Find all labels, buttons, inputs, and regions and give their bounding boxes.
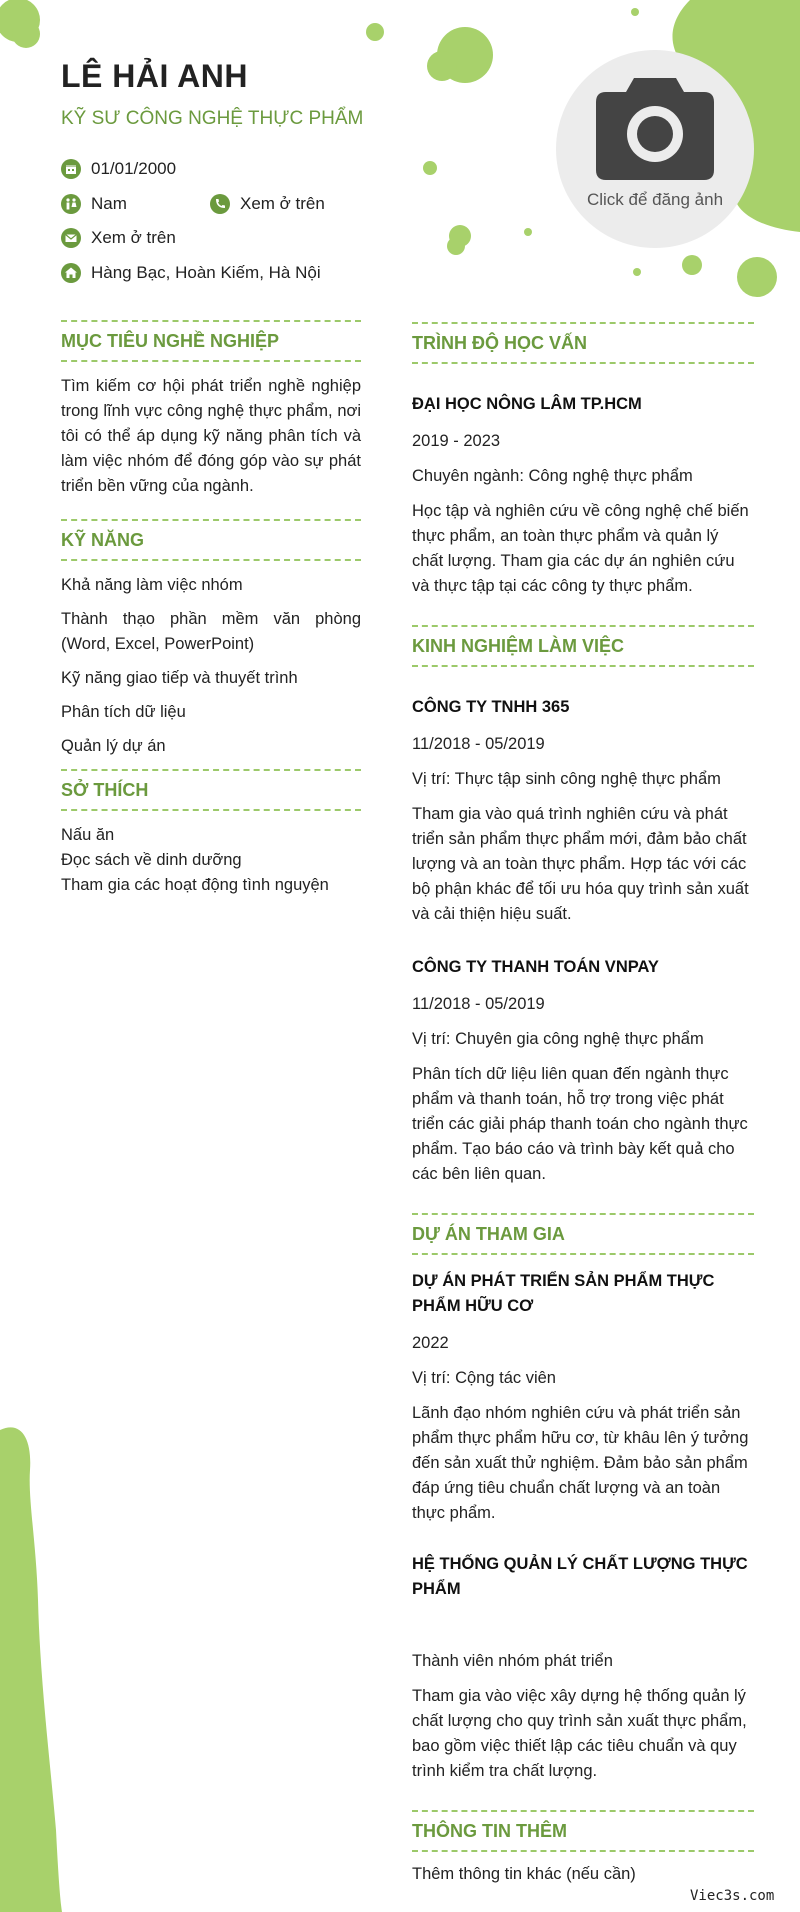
project-name: DỰ ÁN PHÁT TRIỂN SẢN PHẨM THỰC PHẨM HỮU CƠ <box>412 1272 715 1315</box>
job-period: 11/2018 - 05/2019 <box>412 995 545 1013</box>
phone-value: Xem ở trên <box>240 194 325 213</box>
gender-value: Nam <box>91 194 127 213</box>
company-name: CÔNG TY THANH TOÁN VNPAY <box>412 958 659 976</box>
hobbies-list <box>61 823 361 898</box>
objective-text: Tìm kiếm cơ hội phát triển nghề nghiệp trong lĩnh vực công nghệ thực phẩm, nơi tôi có thể áp dụng kỹ năng phân tích và làm việc nhóm để đóng góp vào sự phát triển bền vững của ngành. <box>61 377 361 495</box>
project-description: Lãnh đạo nhóm nghiên cứu và phát triển sản phẩm thực phẩm hữu cơ, từ khâu lên ý tưởng đến sản xuất thử nghiệm. Đảm bảo sản phẩm đáp ứng tiêu chuẩn chất lượng và an toàn thực phẩm. <box>412 1404 749 1522</box>
gender-icon <box>61 194 81 214</box>
skills-title: KỸ NĂNG <box>61 519 361 561</box>
skill-item: Quản lý dự án <box>61 737 166 755</box>
project-year: 2022 <box>412 1334 449 1352</box>
project-role: Vị trí: Cộng tác viên <box>412 1369 556 1387</box>
additional-title: THÔNG TIN THÊM <box>412 1810 754 1852</box>
project-year <box>412 1614 754 1639</box>
education-major: Chuyên ngành: Công nghệ thực phẩm <box>412 467 693 485</box>
hobby-item: Đọc sách về dinh dưỡng <box>61 851 242 869</box>
job-title: KỸ SƯ CÔNG NGHỆ THỰC PHẨM <box>61 108 364 129</box>
birthday-value: 01/01/2000 <box>91 159 177 178</box>
additional-text: Thêm thông tin khác (nếu cần) <box>412 1865 636 1883</box>
right-column <box>412 322 754 1887</box>
birthday-row <box>61 159 176 179</box>
objective-title: MỤC TIÊU NGHỀ NGHIỆP <box>61 320 361 362</box>
job-period: 11/2018 - 05/2019 <box>412 735 545 753</box>
gender-row <box>61 194 127 214</box>
job-description: Tham gia vào quá trình nghiên cứu và phát triển sản phẩm thực phẩm mới, đảm bảo chất lượng và an toàn thực phẩm. Hợp tác với các bộ phận khác để tối ưu hóa quy trình sản xuất và cải thiện hiệu suất. <box>412 805 749 923</box>
address-value: Hàng Bạc, Hoàn Kiếm, Hà Nội <box>91 263 321 282</box>
photo-caption: Click để đăng ảnh <box>586 190 724 209</box>
job-position: Vị trí: Thực tập sinh công nghệ thực phẩm <box>412 770 721 788</box>
project-name: HỆ THỐNG QUẢN LÝ CHẤT LƯỢNG THỰC PHẨM <box>412 1555 748 1598</box>
camera-icon <box>596 78 714 180</box>
skill-item: Khả năng làm việc nhóm <box>61 576 243 594</box>
email-row <box>61 228 176 248</box>
education-description: Học tập và nghiên cứu về công nghệ chế biến thực phẩm, an toàn thực phẩm và quản lý chất lượng. Tham gia các dự án nghiên cứu và thực tập tại các công ty thực phẩm. <box>412 502 749 595</box>
projects-title: DỰ ÁN THAM GIA <box>412 1213 754 1255</box>
job-position: Vị trí: Chuyên gia công nghệ thực phẩm <box>412 1030 704 1048</box>
hobby-item: Tham gia các hoạt động tình nguyện <box>61 876 329 894</box>
left-column <box>61 320 361 898</box>
experience-title: KINH NGHIỆM LÀM VIỆC <box>412 625 754 667</box>
education-period: 2019 - 2023 <box>412 432 501 450</box>
project-role: Thành viên nhóm phát triển <box>412 1652 613 1670</box>
hobby-item: Nấu ăn <box>61 826 115 844</box>
watermark: Viec3s.com <box>690 1888 775 1904</box>
candidate-name: LÊ HẢI ANH <box>61 58 248 94</box>
education-title: TRÌNH ĐỘ HỌC VẤN <box>412 322 754 364</box>
skills-list <box>61 573 361 759</box>
calendar-icon <box>61 159 81 179</box>
phone-icon <box>210 194 230 214</box>
company-name: CÔNG TY TNHH 365 <box>412 698 570 716</box>
hobbies-title: SỞ THÍCH <box>61 769 361 811</box>
email-value: Xem ở trên <box>91 228 176 247</box>
skill-item: Phân tích dữ liệu <box>61 703 186 721</box>
photo-upload[interactable] <box>556 50 754 248</box>
phone-row <box>210 194 325 214</box>
project-description: Tham gia vào việc xây dựng hệ thống quản lý chất lượng cho quy trình sản xuất thực phẩm, bao gồm việc thiết lập các tiêu chuẩn và quy trình kiểm tra chất lượng. <box>412 1687 747 1780</box>
address-row <box>61 263 321 283</box>
home-icon <box>61 263 81 283</box>
email-icon <box>61 228 81 248</box>
skill-item: Kỹ năng giao tiếp và thuyết trình <box>61 669 298 687</box>
skill-item: Thành thạo phần mềm văn phòng (Word, Excel, PowerPoint) <box>61 610 361 653</box>
job-description: Phân tích dữ liệu liên quan đến ngành thực phẩm và thanh toán, hỗ trợ trong việc phát triển các giải pháp thanh toán cho ngành thực phẩm. Tạo báo cáo và trình bày kết quả cho các bên liên quan. <box>412 1065 748 1183</box>
school-name: ĐẠI HỌC NÔNG LÂM TP.HCM <box>412 395 642 413</box>
